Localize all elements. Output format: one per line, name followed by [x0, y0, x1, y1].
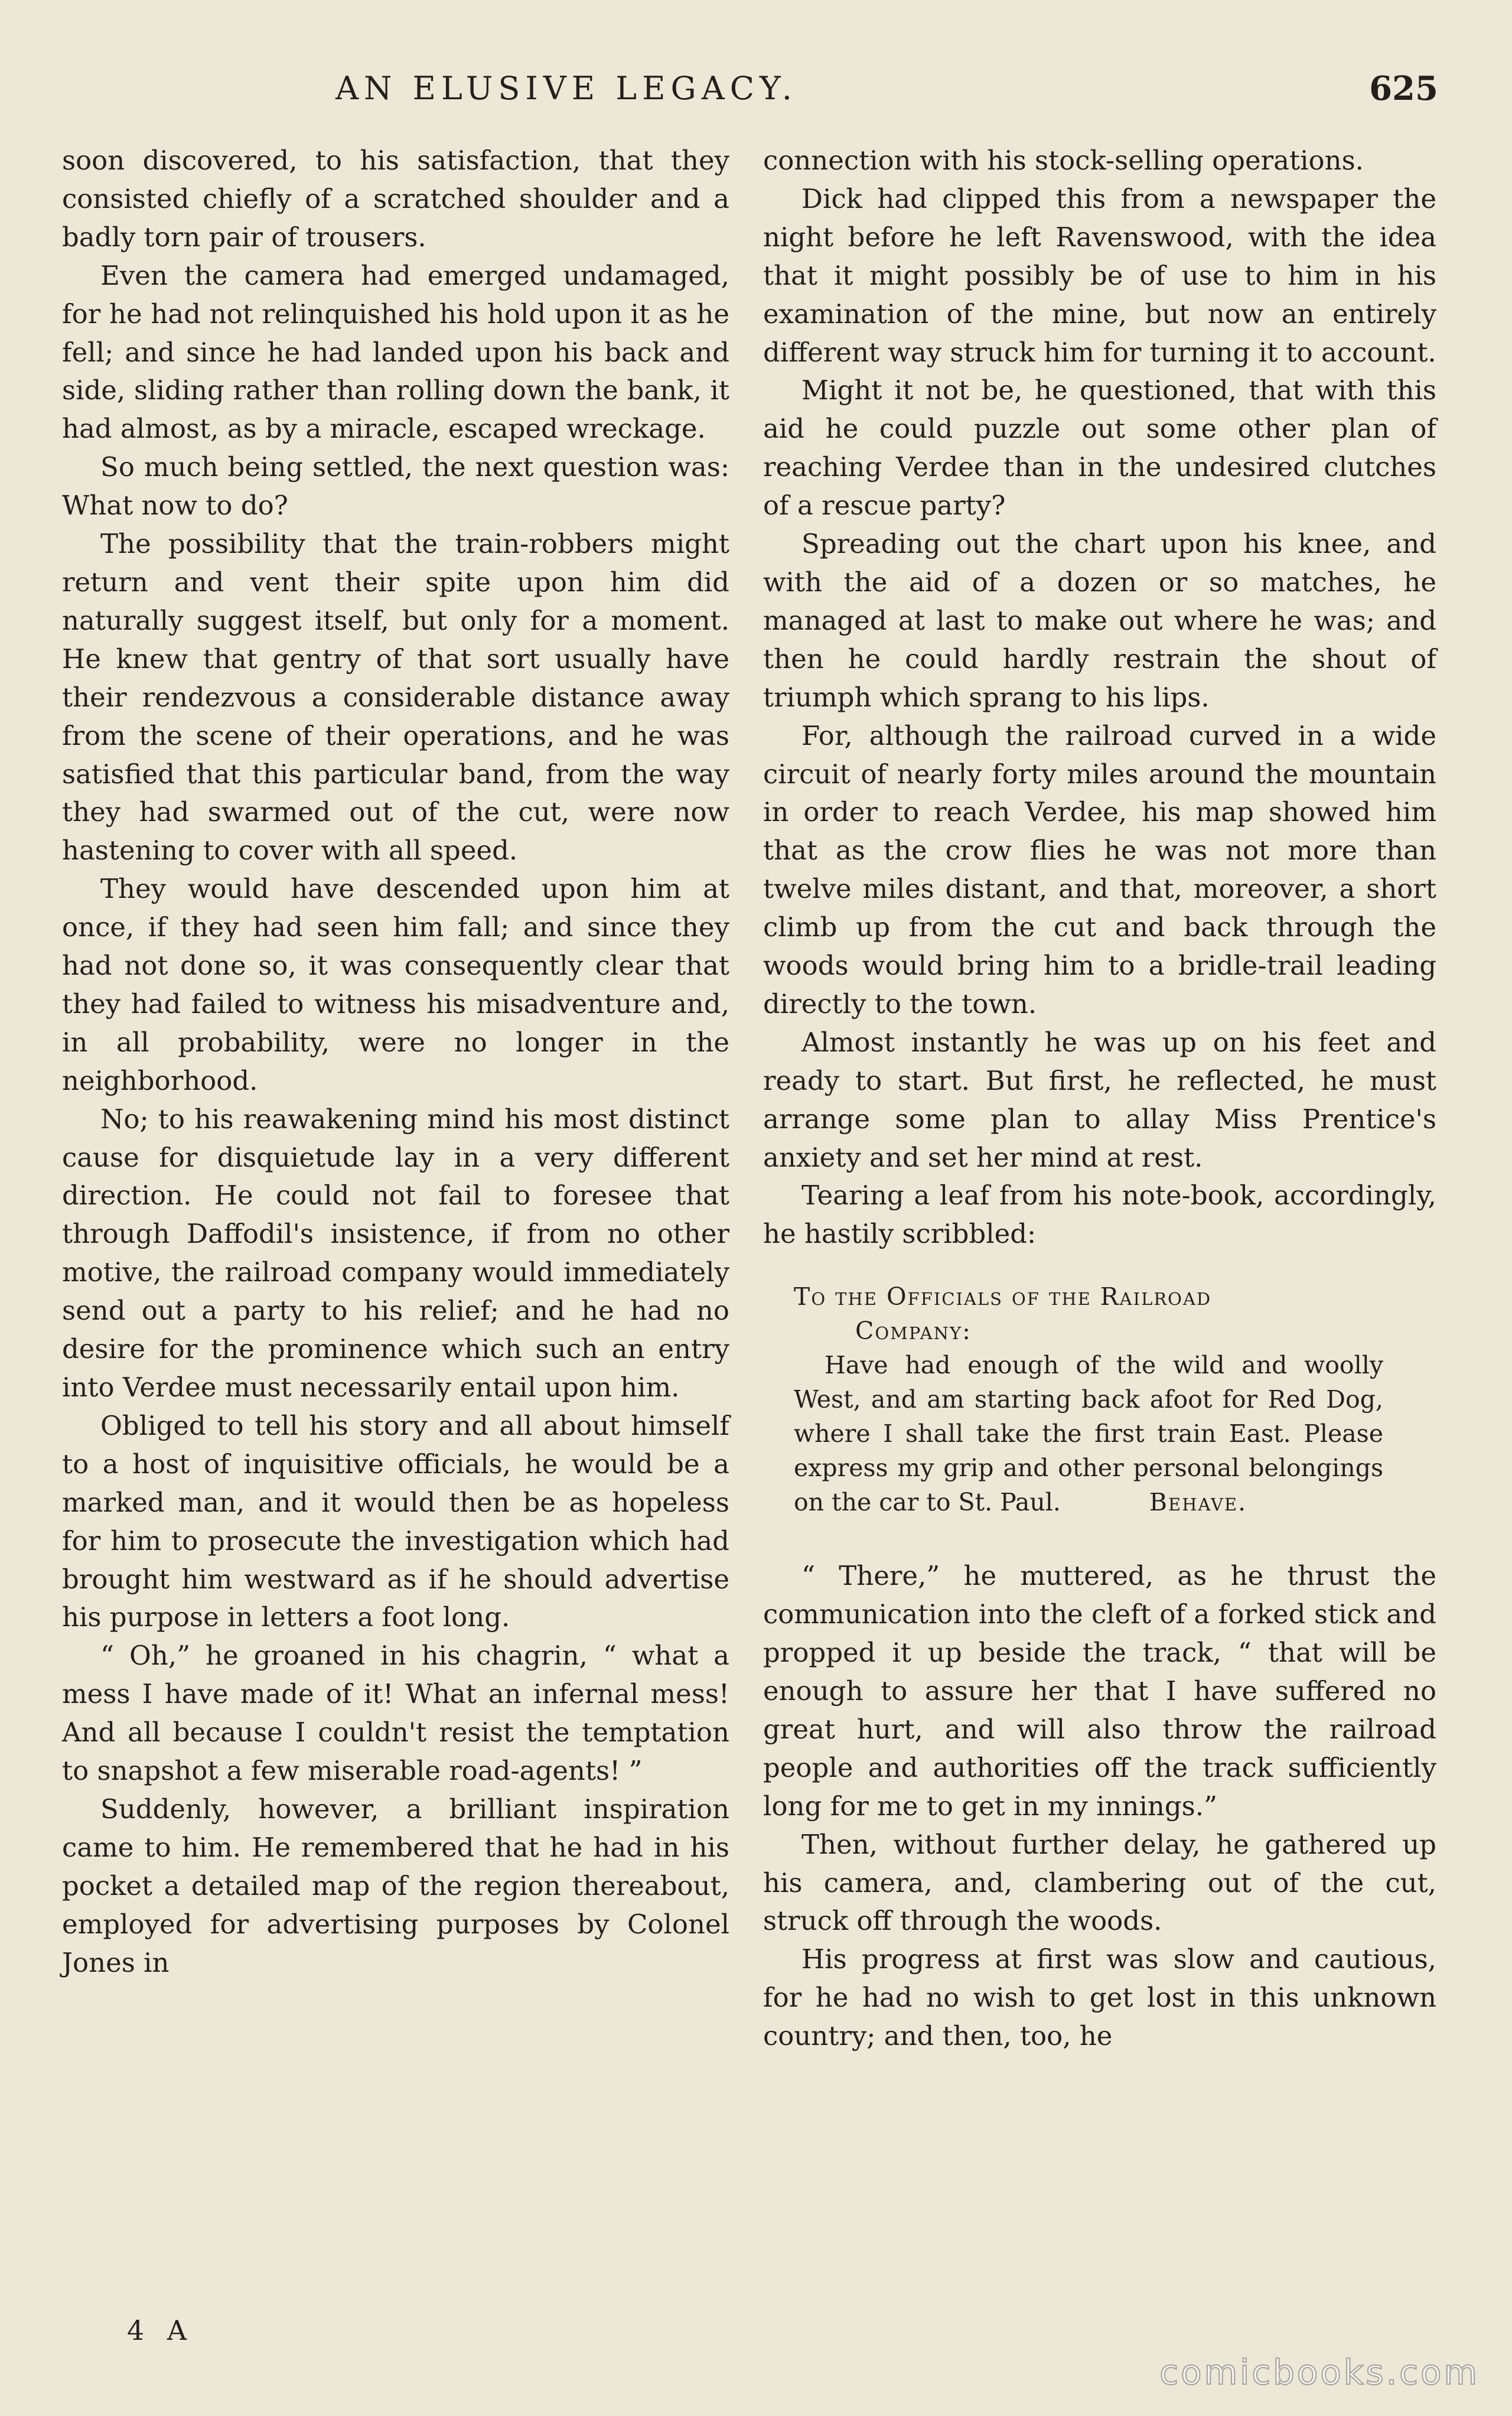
- paragraph: Obliged to tell his story and all about himself to a host of inquisitive officials, he would be a marked man, and it would then be as hopeless for him to prosecute the investigation which had brought him westward as if he should advertise his purpose in letters a foot long.: [62, 1409, 729, 1633]
- paragraph: Spreading out the chart upon his knee, and with the aid of a dozen or so matches, he managed at last to make out where he was; and then he could hardly restrain the shout of triumph which sprang to his lips.: [763, 528, 1436, 713]
- right-column: [763, 142, 1436, 2056]
- paragraph: connection with his stock-selling operations.: [763, 145, 1364, 176]
- watermark: comicbooks.com: [1159, 2352, 1480, 2392]
- note-heading-line-1: To the Officials of the Railroad: [794, 1282, 1212, 1311]
- paragraph: soon discovered, to his satisfaction, that they consisted chiefly of a scratched shoulder and a badly torn pair of trousers.: [62, 145, 729, 253]
- paragraph: Almost instantly he was up on his feet and ready to start. But first, he reflected, he must arrange some plan to allay Miss Prentice's anxiety and set her mind at rest.: [763, 1026, 1436, 1173]
- paragraph: Even the camera had emerged undamaged, for he had not relinquished his hold upon it as he fell; and since he had landed upon his back and side, sliding rather than rolling down the bank, it had almost, as by a miracle, escaped wreckage.: [62, 259, 729, 445]
- paragraph: Then, without further delay, he gathered up his camera, and, clambering out of the cut, struck off through the woods.: [763, 1828, 1436, 1937]
- note-heading: [763, 1279, 1436, 1348]
- running-title: AN ELUSIVE LEGACY.: [335, 70, 797, 107]
- paragraph: The possibility that the train-robbers might return and vent their spite upon him did naturally suggest itself, but only for a moment. He knew that gentry of that sort usually have their rendezvous a considerable distance away from the scene of their operations, and he was satisfied that this particular band, from the way they had swarmed out of the cut, were now hastening to cover with all speed.: [62, 528, 729, 867]
- paragraph: Dick had clipped this from a newspaper the night before he left Ravenswood, with the idea that it might possibly be of use to him in his examination of the mine, but now an entirely different way struck him for turning it to account.: [763, 183, 1436, 368]
- left-column: [62, 142, 729, 1982]
- note-heading-line-2: Company:: [855, 1317, 972, 1346]
- note-signature: Behave.: [1149, 1488, 1247, 1517]
- paragraph: “ There,” he muttered, as he thrust the communication into the cleft of a forked stick and propped it up beside the track, “ that will be enough to assure her that I have suffered no great hurt, and will also throw the railroad people and authorities off the track sufficiently long for me to get in my innings.”: [763, 1560, 1436, 1822]
- scribbled-note: [763, 1279, 1436, 1519]
- page-number: 625: [1369, 69, 1438, 108]
- paragraph: “ Oh,” he groaned in his chagrin, “ what a mess I have made of it! What an infernal mess! And all because I couldn't resist the temptation to snapshot a few miserable road-agents! ”: [62, 1640, 729, 1787]
- paragraph: For, although the railroad curved in a wide circuit of nearly forty miles around the mountain in order to reach Verdee, his map showed him that as the crow flies he was not more than twelve miles distant, and that, moreover, a short climb up from the cut and back through the woods would bring him to a bridle-trail leading directly to the town.: [763, 719, 1436, 1020]
- paragraph: They would have descended upon him at once, if they had seen him fall; and since they had not done so, it was consequently clear that they had failed to witness his misadventure and, in all probability, were no longer in the neighborhood.: [62, 873, 729, 1096]
- paragraph: Suddenly, however, a brilliant inspiration came to him. He remembered that he had in his pocket a detailed map of the region thereabout, employed for advertising purposes by Colonel Jones in: [62, 1793, 729, 1978]
- right-column-bottom: [763, 1557, 1436, 2056]
- paragraph: His progress at first was slow and cautious, for he had no wish to get lost in this unknown country; and then, too, he: [763, 1943, 1436, 2052]
- paragraph: So much being settled, the next question was: What now to do?: [62, 451, 729, 522]
- right-column-top: [763, 142, 1436, 1253]
- paragraph: No; to his reawakening mind his most distinct cause for disquietude lay in a very different direction. He could not fail to foresee that through Daffodil's insistence, if from no other motive, the railroad company would immediately send out a party to his relief; and he had no desire for the prominence which such an entry into Verdee must necessarily entail upon him.: [62, 1103, 729, 1403]
- note-body-text: Have had enough of the wild and woolly West, and am starting back afoot for Red Dog, where I shall take the first train East. Please express my grip and other personal belongings on the car to St. Paul.: [794, 1351, 1383, 1517]
- paragraph: Tearing a leaf from his note-book, accordingly, he hastily scribbled:: [763, 1180, 1436, 1250]
- page-header: [0, 59, 1512, 118]
- paragraph: Might it not be, he questioned, that with this aid he could puzzle out some other plan of reaching Verdee than in the undesired clutches of a rescue party?: [763, 375, 1436, 522]
- note-body: [763, 1348, 1436, 1519]
- printer-signature-mark: 4 A: [127, 2314, 194, 2346]
